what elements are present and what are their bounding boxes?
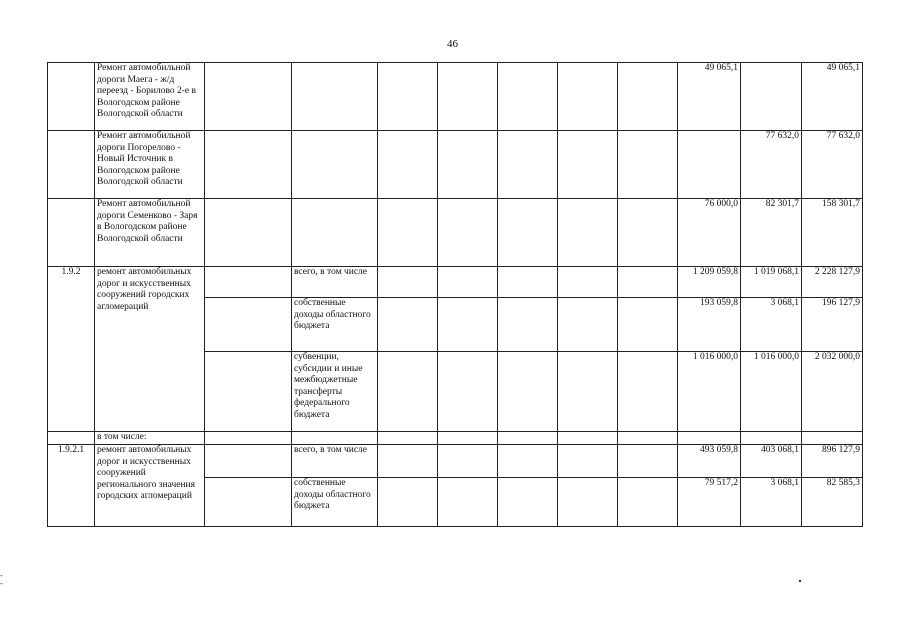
budget-table xyxy=(47,62,863,527)
row-source xyxy=(292,131,378,199)
row-source xyxy=(292,63,378,131)
row-name: Ремонт автомобильной дороги Погорелово - Новый Источник в Вологодском районе Вологодской области xyxy=(95,131,205,199)
value-total: 2 032 000,0 xyxy=(802,352,863,432)
value-1: 1 209 059,8 xyxy=(678,267,741,298)
table-row xyxy=(48,267,863,298)
value-total: 2 228 127,9 xyxy=(802,267,863,298)
row-code: 1.9.2.1 xyxy=(48,445,95,527)
value-2: 3 068,1 xyxy=(741,478,802,527)
table-row xyxy=(48,432,863,445)
value-2: 1 016 000,0 xyxy=(741,352,802,432)
row-code xyxy=(48,131,95,199)
value-1: 49 065,1 xyxy=(678,63,741,131)
row-code xyxy=(48,199,95,267)
value-total: 82 585,3 xyxy=(802,478,863,527)
table-row xyxy=(48,199,863,267)
value-total: 77 632,0 xyxy=(802,131,863,199)
value-total: 49 065,1 xyxy=(802,63,863,131)
margin-mark: - xyxy=(0,570,3,580)
row-name: Ремонт автомобильной дороги Семенково - Заря в Вологодском районе Вологодской области xyxy=(95,199,205,267)
value-2: 3 068,1 xyxy=(741,298,802,352)
including-label: в том числе: xyxy=(95,432,205,445)
value-1: 493 059,8 xyxy=(678,445,741,478)
value-1: 76 000,0 xyxy=(678,199,741,267)
value-1: 1 016 000,0 xyxy=(678,352,741,432)
value-2 xyxy=(741,63,802,131)
row-code xyxy=(48,63,95,131)
row-name: Ремонт автомобильной дороги Маега - ж/д переезд - Борилово 2-е в Вологодском районе Вологодской области xyxy=(95,63,205,131)
row-code: 1.9.2 xyxy=(48,267,95,432)
row-source: собственные доходы областного бюджета xyxy=(292,478,378,527)
row-name: ремонт автомобильных дорог и искусственных сооружений городских агломераций xyxy=(95,267,205,432)
page-number: 46 xyxy=(447,38,458,50)
value-1: 79 517,2 xyxy=(678,478,741,527)
row-source: всего, в том числе xyxy=(292,445,378,478)
row-source: собственные доходы областного бюджета xyxy=(292,298,378,352)
table-row xyxy=(48,131,863,199)
scan-dot xyxy=(799,580,801,582)
value-total: 196 127,9 xyxy=(802,298,863,352)
margin-mark: - xyxy=(0,578,3,588)
row-name: ремонт автомобильных дорог и искусственных сооружений регионального значения городских агломераций xyxy=(95,445,205,527)
value-2: 1 019 068,1 xyxy=(741,267,802,298)
value-1 xyxy=(678,131,741,199)
value-total: 896 127,9 xyxy=(802,445,863,478)
value-2: 82 301,7 xyxy=(741,199,802,267)
row-source xyxy=(292,199,378,267)
row-source: всего, в том числе xyxy=(292,267,378,298)
value-total: 158 301,7 xyxy=(802,199,863,267)
table-row xyxy=(48,63,863,131)
value-1: 193 059,8 xyxy=(678,298,741,352)
value-2: 77 632,0 xyxy=(741,131,802,199)
value-2: 403 068,1 xyxy=(741,445,802,478)
table-row xyxy=(48,445,863,478)
row-source: субвенции, субсидии и иные межбюджетные трансферты федерального бюджета xyxy=(292,352,378,432)
